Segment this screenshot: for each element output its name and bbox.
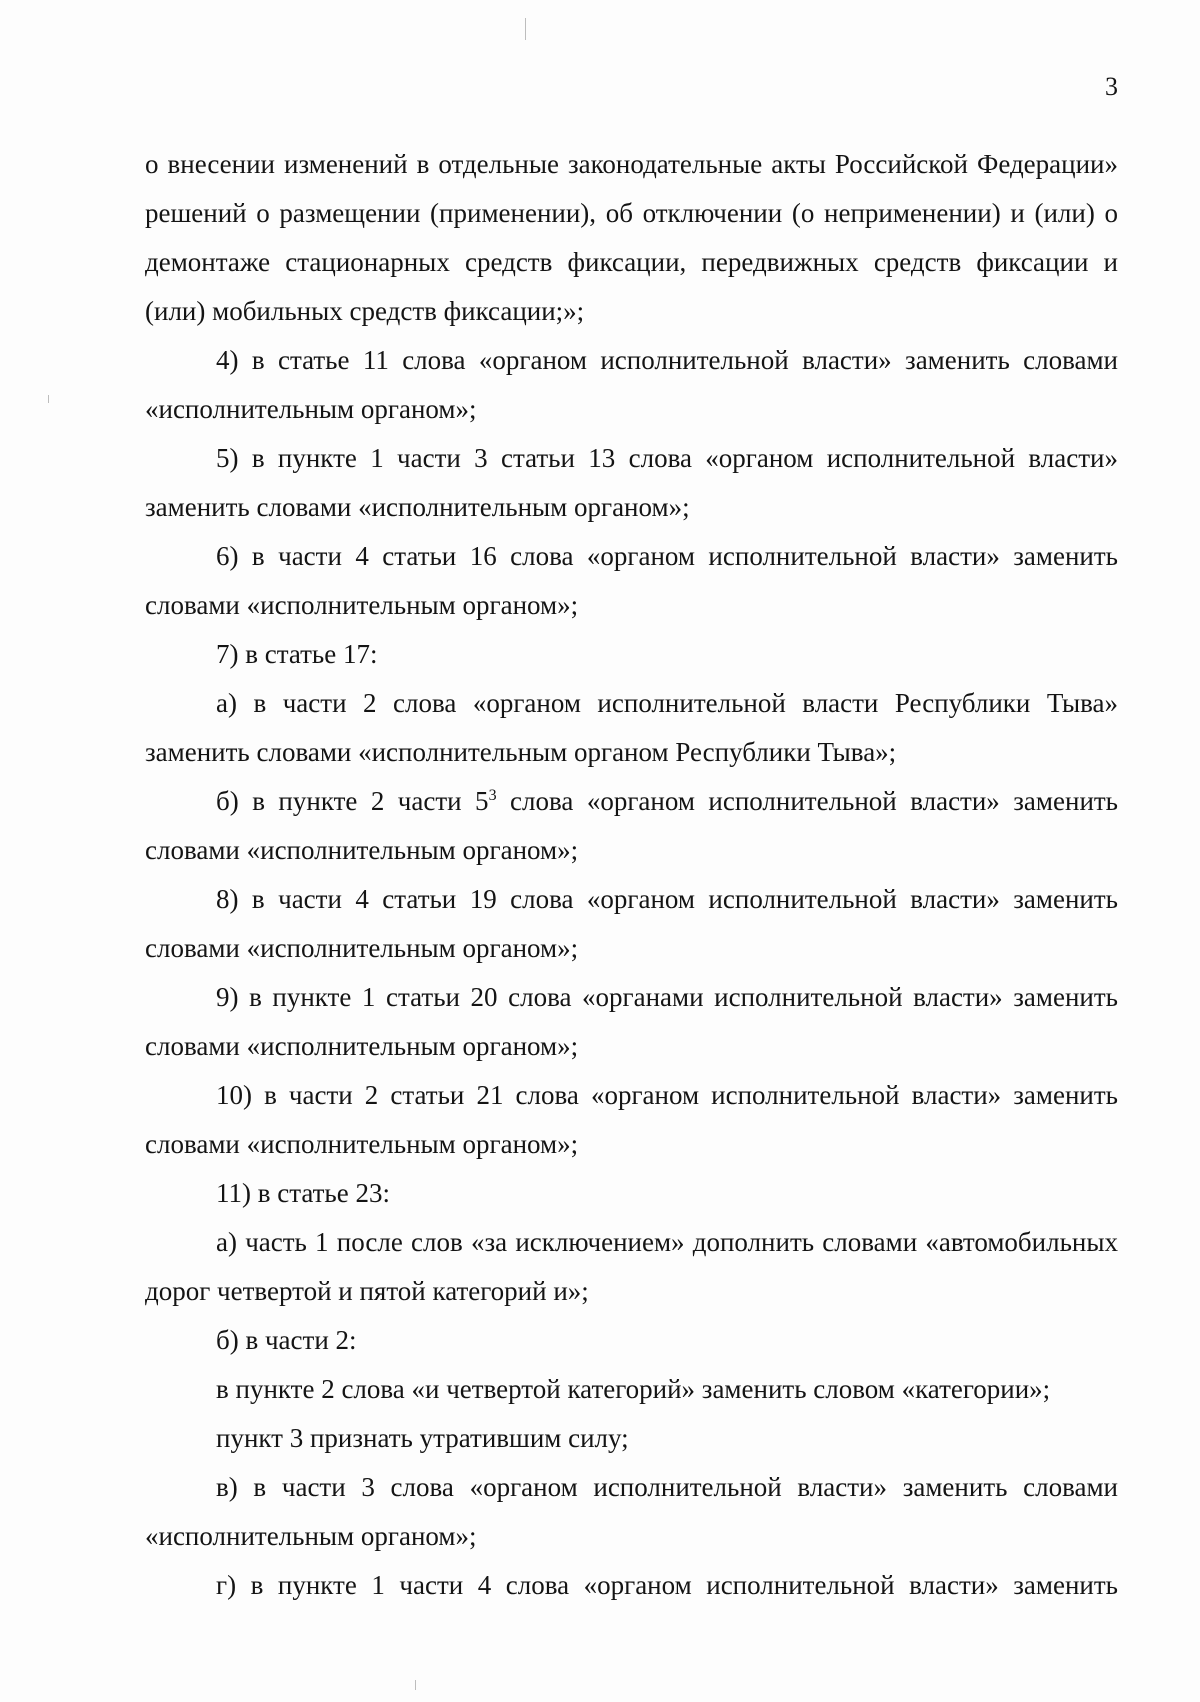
paragraph-intro: о внесении изменений в отдельные законодательные акты Российской Федерации» решений о размещении (применении), об отключении (о неприменении) и (или) о демонтаже стационарных средств фиксации, передвижных средств фиксации и (или) мобильных средств фиксации;»; (145, 149, 1118, 326)
paragraph-item-5: 5) в пункте 1 части 3 статьи 13 слова «органом исполнительной власти» заменить словами «исполнительным органом»; (145, 443, 1118, 522)
paragraph-item-8: 8) в части 4 статьи 19 слова «органом исполнительной власти» заменить словами «исполнительным органом»; (145, 884, 1118, 963)
paragraph-item-7b-start: б) в пункте 2 части 5 (216, 786, 489, 816)
superscript-index: 3 (488, 787, 497, 804)
page-number: 3 (1105, 72, 1118, 101)
paragraph-item-11c: в) в части 3 слова «органом исполнительной власти» заменить словами «исполнительным органом»; (145, 1472, 1118, 1551)
paragraph-item-4: 4) в статье 11 слова «органом исполнительной власти» заменить словами «исполнительным органом»; (145, 345, 1118, 424)
paragraph-item-7b-end: слова «органом исполнительной власти» заменить словами «исполнительным органом»; (145, 786, 1118, 865)
paragraph-item-11d: г) в пункте 1 части 4 слова «органом исполнительной власти» заменить (216, 1570, 1118, 1600)
paragraph-item-10: 10) в части 2 статьи 21 слова «органом исполнительной власти» заменить словами «исполнительным органом»; (145, 1080, 1118, 1159)
paragraph-item-11b: б) в части 2: (216, 1325, 357, 1355)
paragraph-item-11b-2: пункт 3 признать утратившим силу; (216, 1423, 629, 1453)
paragraph-item-11: 11) в статье 23: (216, 1178, 390, 1208)
paragraph-item-7a: а) в части 2 слова «органом исполнительной власти Республики Тыва» заменить словами «исполнительным органом Республики Тыва»; (145, 688, 1118, 767)
document-body (145, 140, 1118, 1610)
paragraph-item-7b (145, 777, 1118, 875)
paragraph-item-11b-1: в пункте 2 слова «и четвертой категорий» заменить словом «категории»; (216, 1374, 1051, 1404)
paragraph-item-9: 9) в пункте 1 статьи 20 слова «органами исполнительной власти» заменить словами «исполнительным органом»; (145, 982, 1118, 1061)
paragraph-item-6: 6) в части 4 статьи 16 слова «органом исполнительной власти» заменить словами «исполнительным органом»; (145, 541, 1118, 620)
paragraph-item-7: 7) в статье 17: (216, 639, 378, 669)
paragraph-item-11a: а) часть 1 после слов «за исключением» дополнить словами «автомобильных дорог четвертой и пятой категорий и»; (145, 1227, 1118, 1306)
scan-artifact-left (48, 395, 49, 403)
scan-artifact-top (525, 18, 526, 40)
scan-artifact-bottom (415, 1680, 416, 1690)
